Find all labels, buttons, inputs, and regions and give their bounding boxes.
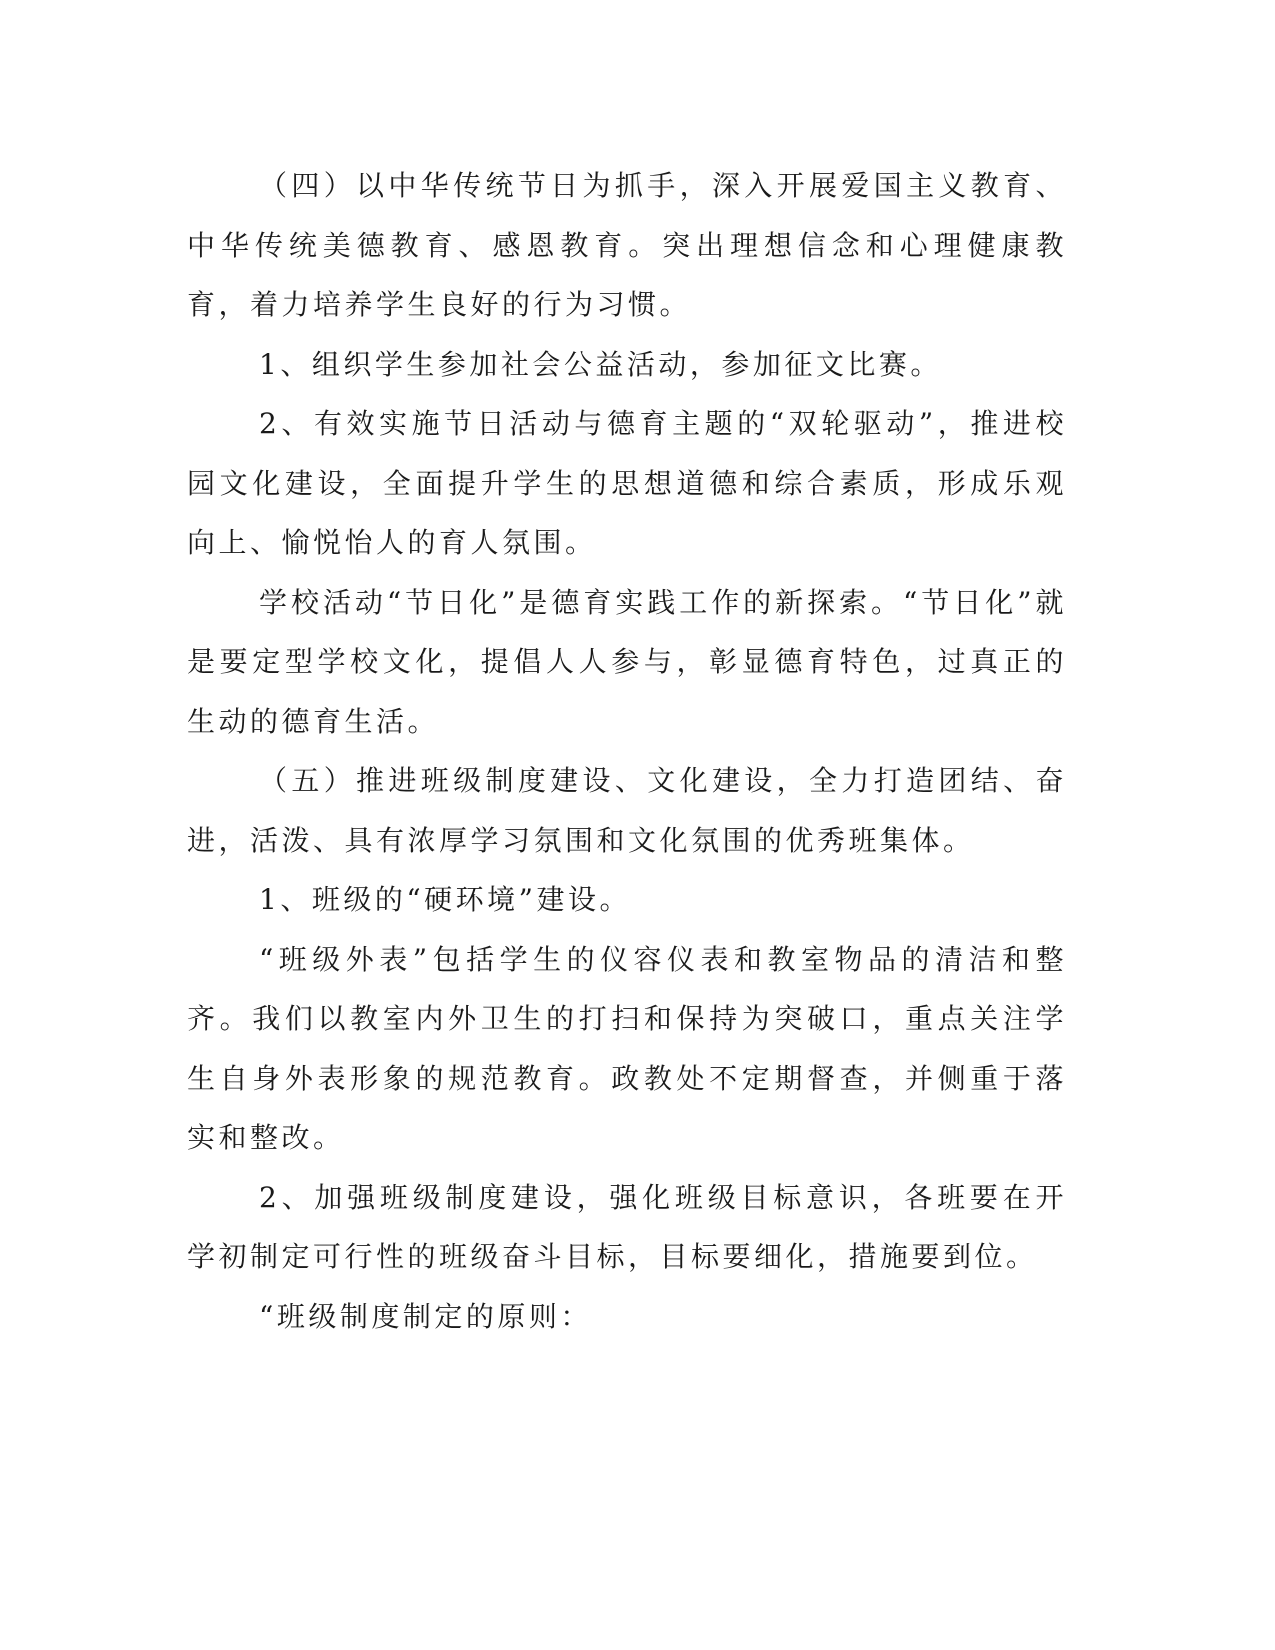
paragraph-system-principles: “班级制度制定的原则： — [259, 1299, 592, 1333]
paragraph-class-system: （五）推进班级制度建设、文化建设，全力打造团结、奋进，活泼、具有浓厚学习氛围和文化氛围的优秀班集体。 — [187, 764, 1067, 857]
paragraph-public-welfare: 1、组织学生参加社会公益活动，参加征文比赛。 — [259, 347, 942, 381]
paragraph-hard-environment: 1、班级的“硬环境”建设。 — [259, 883, 631, 916]
paragraph-class-goals: 2、加强班级制度建设，强化班级目标意识，各班要在开学初制定可行性的班级奋斗目标，目标要细化，措施要到位。 — [187, 1180, 1067, 1273]
paragraph-festivalization: 学校活动“节日化”是德育实践工作的新探索。“节日化”就是要定型学校文化，提倡人人参与，彰显德育特色，过真正的生动的德育生活。 — [187, 585, 1067, 738]
paragraph-dual-drive: 2、有效实施节日活动与德育主题的“双轮驱动”，推进校园文化建设，全面提升学生的思想道德和综合素质，形成乐观向上、愉悦怡人的育人氛围。 — [187, 407, 1067, 559]
paragraph-class-appearance: “班级外表”包括学生的仪容仪表和教室物品的清洁和整齐。我们以教室内外卫生的打扫和保持为突破口，重点关注学生自身外表形象的规范教育。政教处不定期督查，并侧重于落实和整改。 — [187, 942, 1067, 1154]
document-body — [187, 156, 1067, 1346]
paragraph-festival-education: （四）以中华传统节日为抓手，深入开展爱国主义教育、中华传统美德教育、感恩教育。突出理想信念和心理健康教育，着力培养学生良好的行为习惯。 — [187, 169, 1067, 321]
